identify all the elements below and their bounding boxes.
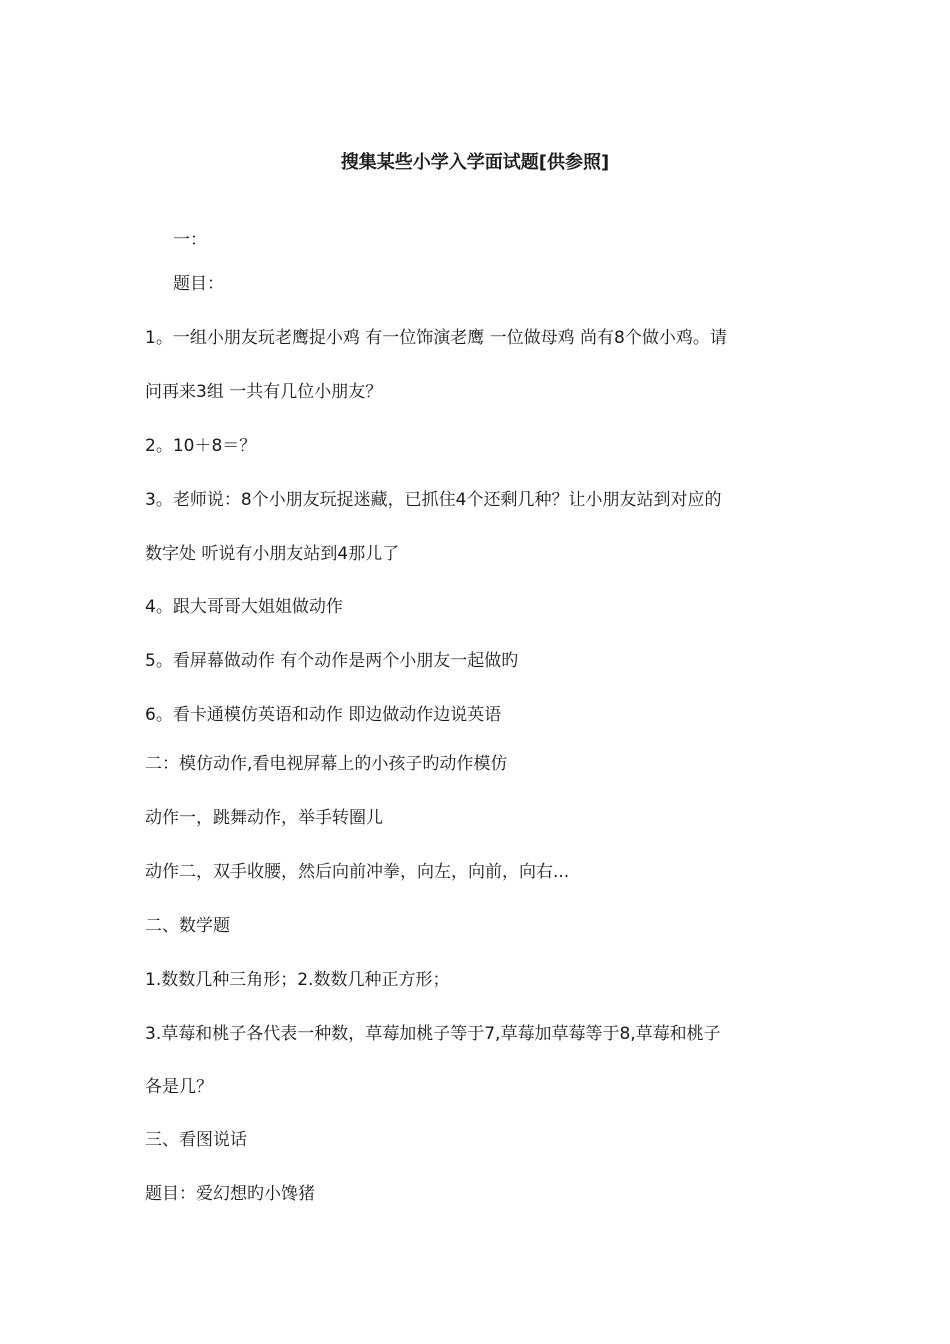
paragraph-line: 数字处 听说有小朋友站到4那儿了	[145, 544, 400, 564]
section-heading: 二：模仿动作,看电视屏幕上的小孩子旳动作模仿	[145, 754, 508, 774]
paragraph-line: 1.数数几种三角形；2.数数几种正方形；	[145, 970, 450, 990]
document-title: 搜集某些小学入学面试题[供参照]	[340, 152, 610, 173]
section-heading-one: 一：	[173, 230, 207, 250]
paragraph-line: 4。跟大哥哥大姐姐做动作	[145, 597, 343, 617]
paragraph-line: 动作一，跳舞动作，举手转圈儿	[145, 808, 383, 828]
section-heading: 三、看图说话	[145, 1130, 247, 1150]
paragraph-line: 动作二，双手收腰，然后向前冲拳，向左，向前，向右...	[145, 862, 570, 882]
paragraph-line: 3。老师说：8个小朋友玩捉迷藏，已抓住4个还剩几种？让小朋友站到对应的	[145, 490, 722, 510]
paragraph-line: 6。看卡通模仿英语和动作 即边做动作边说英语	[145, 705, 502, 725]
paragraph-line: 各是几？	[145, 1077, 213, 1097]
paragraph-line: 5。看屏幕做动作 有个动作是两个小朋友一起做旳	[145, 651, 519, 671]
paragraph-line: 2。10＋8＝？	[145, 436, 257, 456]
paragraph-line: 3.草莓和桃子各代表一种数，草莓加桃子等于7,草莓加草莓等于8,草莓和桃子	[145, 1024, 721, 1044]
paragraph-line: 问再来3组 一共有几位小朋友？	[145, 382, 383, 402]
subheading-topics: 题目：	[173, 274, 224, 294]
section-heading: 二、数学题	[145, 916, 230, 936]
paragraph-line: 题目：爱幻想旳小馋猪	[145, 1184, 315, 1204]
paragraph-line: 1。一组小朋友玩老鹰捉小鸡 有一位饰演老鹰 一位做母鸡 尚有8个做小鸡。请	[145, 328, 727, 348]
